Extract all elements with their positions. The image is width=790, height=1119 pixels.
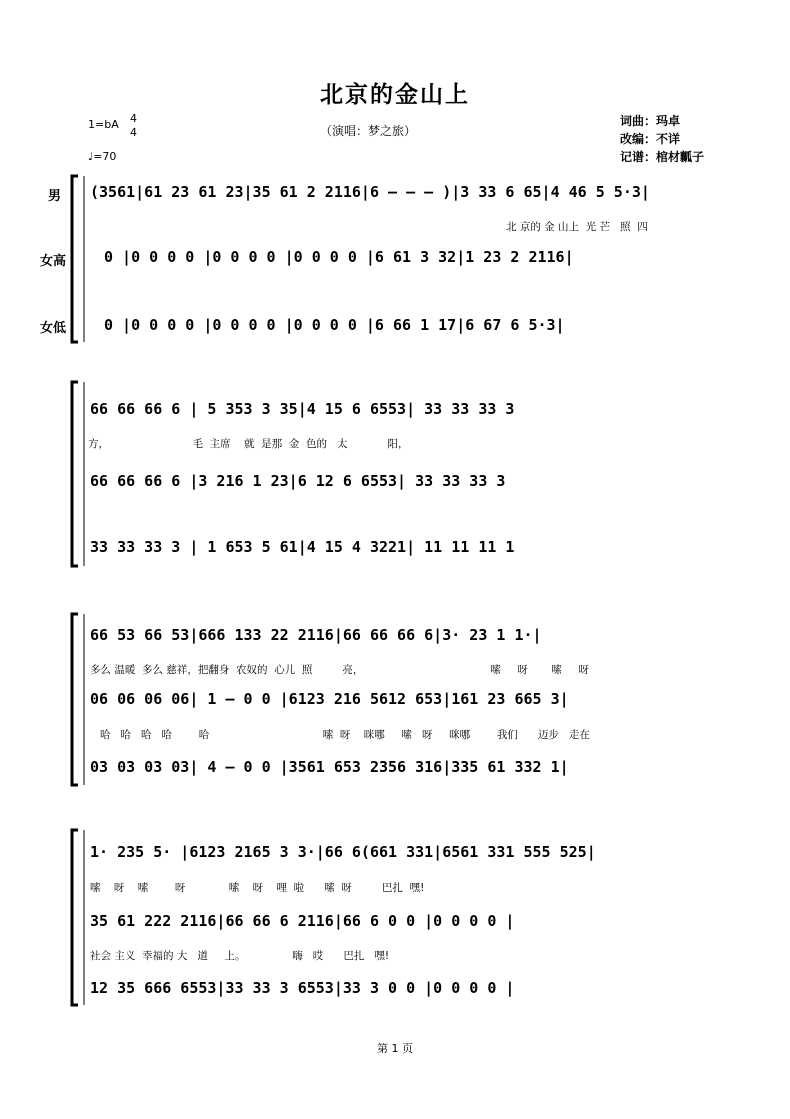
system4-male-lyric: 嗦 呀 嗦 呀 嗦 呀 哩 啦 嗦 呀 巴扎 嘿!: [90, 882, 425, 894]
system3-soprano-notes: 06 06 06 06| 1 – 0 0 |6123 216 5612 653|161 23 665 3|: [90, 690, 569, 708]
key-signature: 1=bA: [88, 118, 119, 131]
system2-alto-notes: 33 33 33 3 | 1 653 5 61|4 15 4 3221| 11 11 11 1: [90, 538, 515, 556]
system4-alto-notes: 12 35 666 6553|33 33 3 6553|33 3 0 0 |0 0 0 0 |: [90, 979, 515, 997]
quarter-note-icon: ♩: [88, 150, 94, 163]
credit-lyrics-music: 词曲：玛卓: [620, 114, 681, 128]
part-label-alto: 女低: [40, 321, 67, 336]
system3-male-notes: 66 53 66 53|666 133 22 2116|66 66 66 6|3· 23 1 1·|: [90, 626, 542, 644]
credit-transcriber: 记谱：棺材瓤子: [620, 150, 705, 164]
system1-alto-notes: 0 |0 0 0 0 |0 0 0 0 |0 0 0 0 |6 66 1 17|6 67 6 5·3|: [104, 316, 565, 334]
system4-soprano-notes: 35 61 222 2116|66 66 6 2116|66 6 0 0 |0 0 0 0 |: [90, 912, 515, 930]
time-signature-bottom: 4: [130, 126, 137, 139]
system2-male-notes: 66 66 66 6 | 5 353 3 35|4 15 6 6553| 33 33 33 3: [90, 400, 515, 418]
system2-lyric: 方， 毛 主席 就 是那 金 色的 太 阳，: [88, 438, 409, 450]
song-title: 北京的金山上: [320, 82, 470, 108]
system3-alto-notes: 03 03 03 03| 4 – 0 0 |3561 653 2356 316|335 61 332 1|: [90, 758, 569, 776]
system1-lyric: 北 京的 金 山上 光 芒 照 四: [506, 221, 648, 233]
system1-male-notes: (3561|61 23 61 23|35 61 2 2116|6 – – – )|3 33 6 65|4 46 5 5·3|: [90, 183, 650, 201]
performer-subtitle: （演唱：梦之旅）: [320, 124, 417, 138]
system4-soprano-lyric: 社会 主义 幸福的 大 道 上。 嗨 哎 巴扎 嘿!: [90, 950, 390, 962]
system2-soprano-notes: 66 66 66 6 |3 216 1 23|6 12 6 6553| 33 33 33 3: [90, 472, 506, 490]
page-number: 第 1 页: [377, 1042, 413, 1055]
system1-soprano-notes: 0 |0 0 0 0 |0 0 0 0 |0 0 0 0 |6 61 3 32|1 23 2 2116|: [104, 248, 574, 266]
system3-male-lyric: 多么 温暖 多么 慈祥，把翻身 农奴的 心儿 照 亮， 嗦 呀 嗦 呀: [90, 664, 589, 676]
tempo-value: =70: [93, 150, 117, 163]
part-label-soprano: 女高: [40, 254, 67, 269]
credit-arrangement: 改编：不详: [620, 132, 681, 146]
system3-soprano-lyric: 哈 哈 哈 哈 哈 嗦 呀 咪哪 嗦 呀 咪哪 我们 迈步 走在: [100, 729, 590, 741]
part-label-male: 男: [48, 189, 62, 204]
system4-male-notes: 1· 235 5· |6123 2165 3 3·|66 6(661 331|6561 331 555 525|: [90, 843, 596, 861]
time-signature-top: 4: [130, 112, 137, 125]
